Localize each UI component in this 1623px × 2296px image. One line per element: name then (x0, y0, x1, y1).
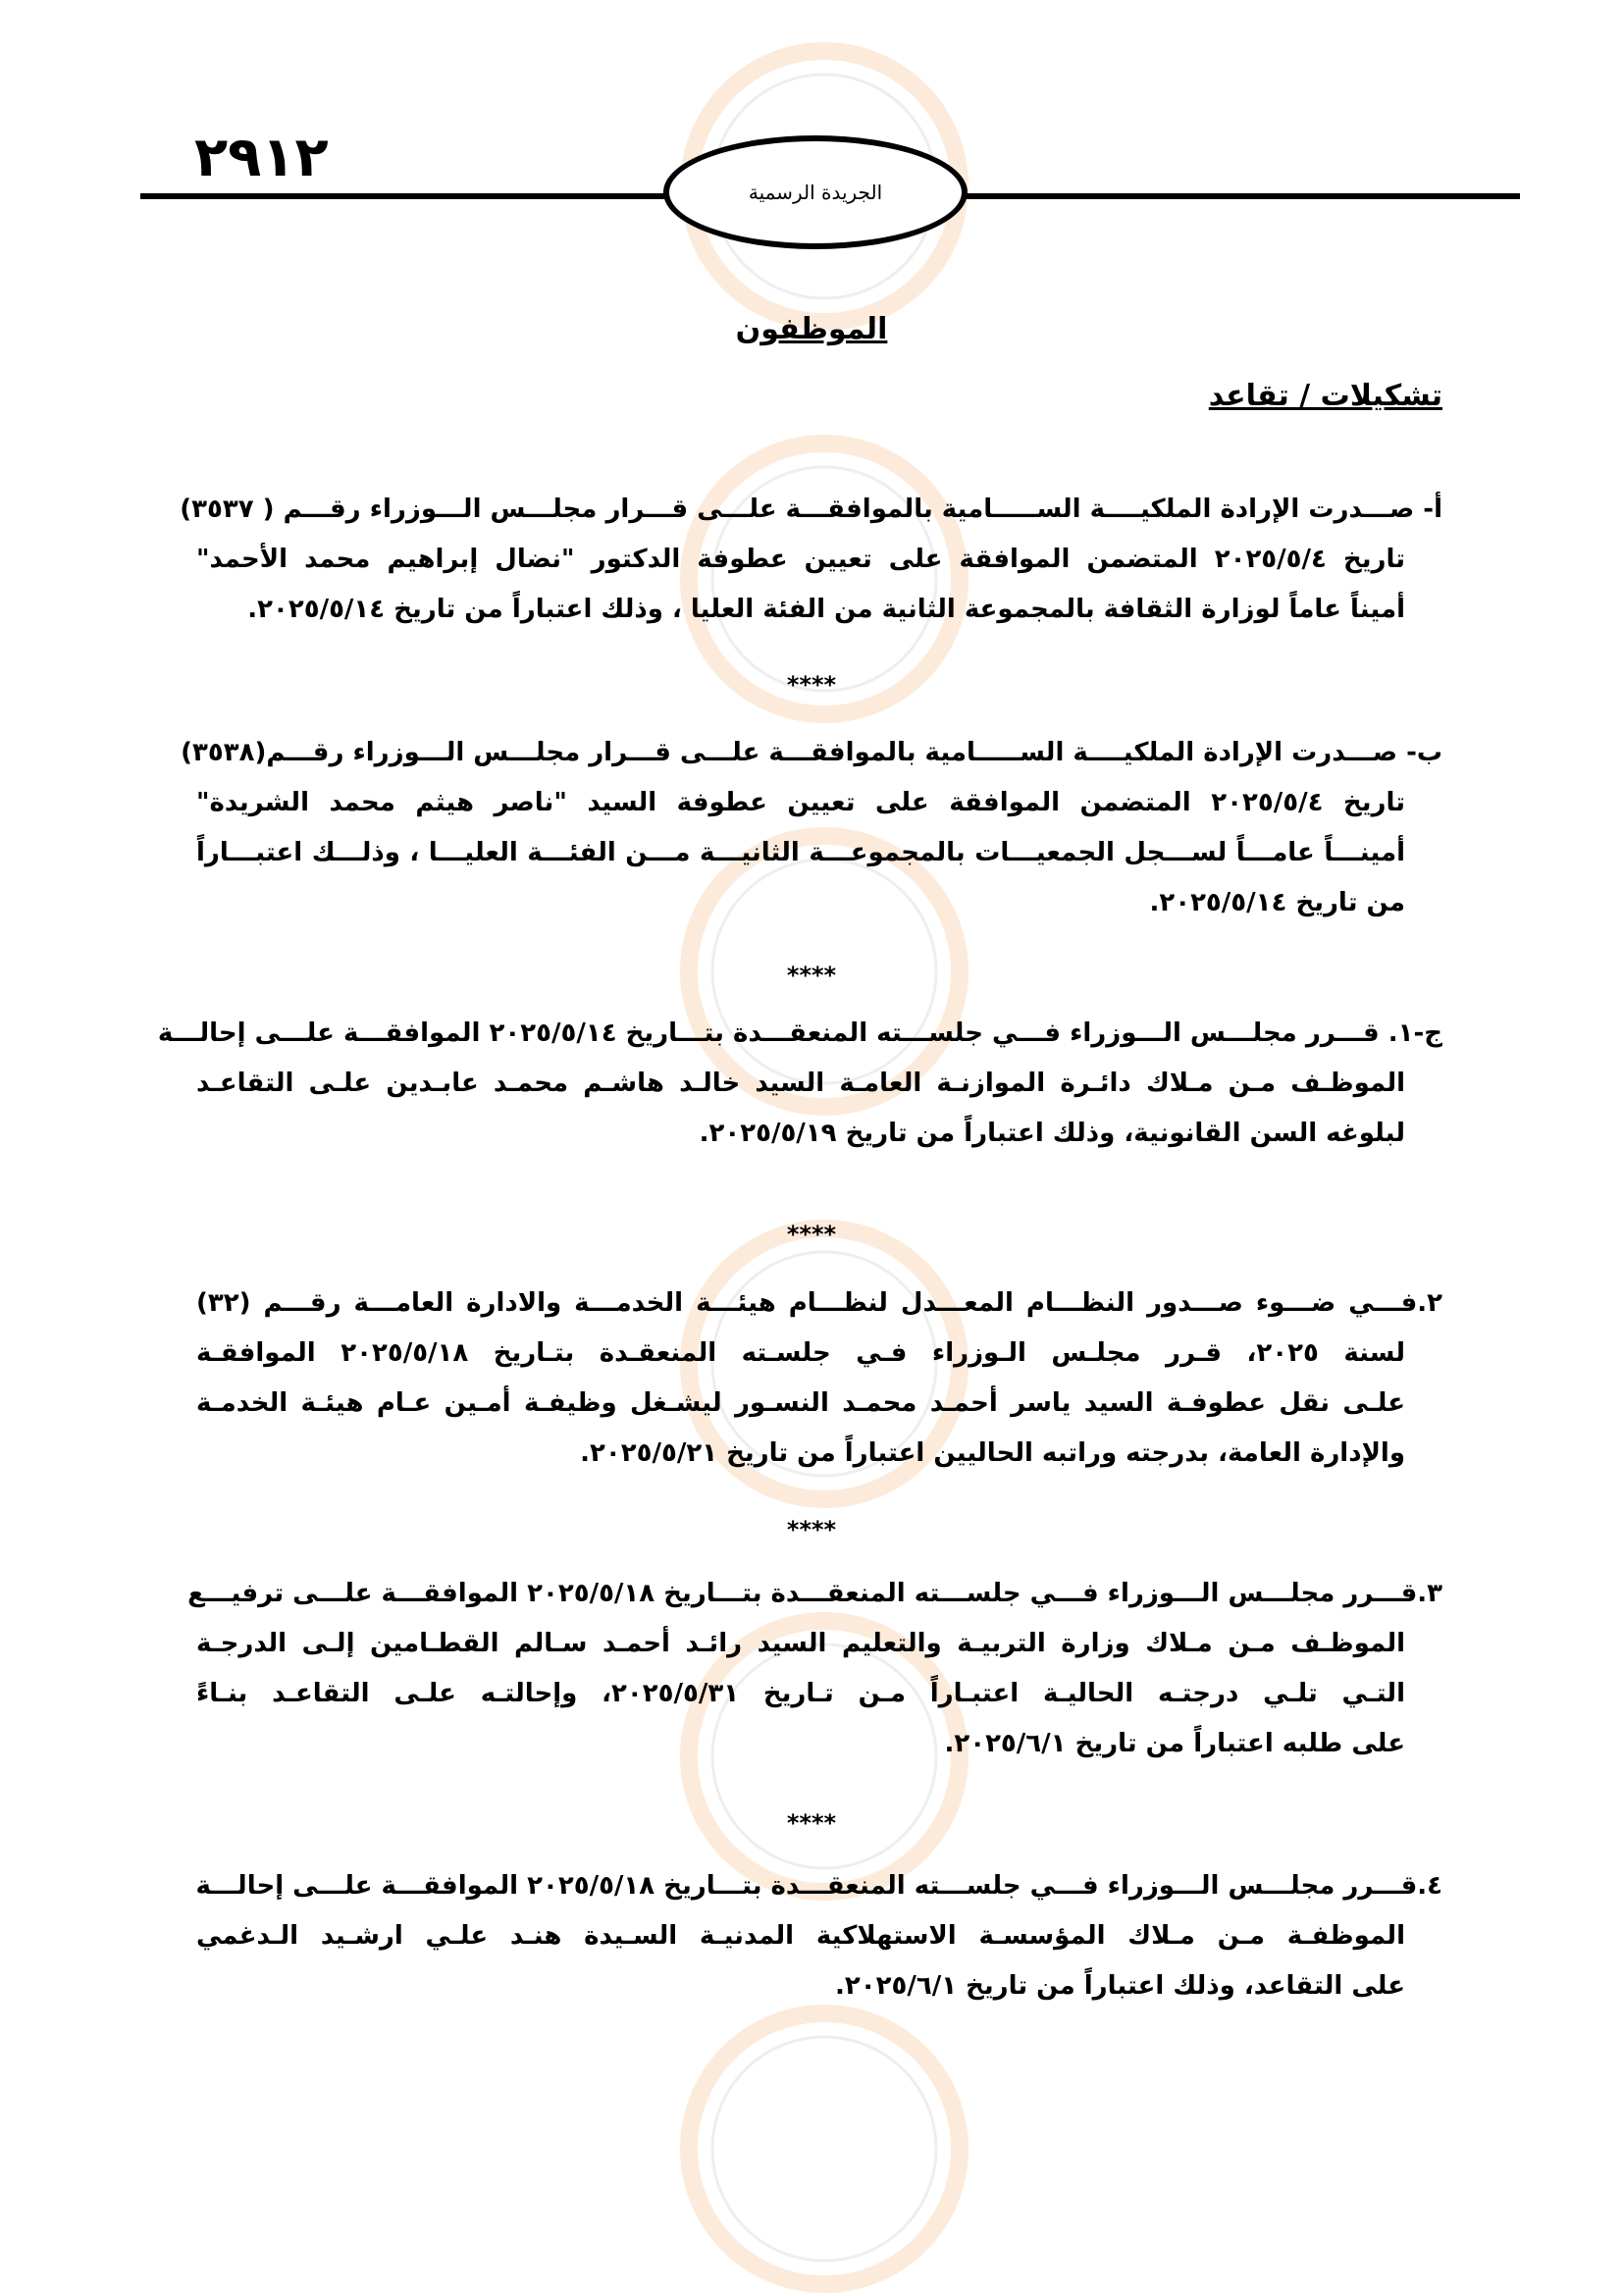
publication-title: الجريدة الرسمية (748, 181, 883, 204)
text-line: التـي تلـي درجتـه الحاليـة اعتبـاراً مـن تـاريخ ٢٠٢٥/٥/٣١، وإحالتـه علـى التقاعـد بنـاءً (196, 1679, 1405, 1708)
section-heading: الموظفون (735, 312, 888, 346)
text-line: من تاريخ ٢٠٢٥/٥/١٤. (1149, 888, 1405, 917)
text-line: تاريخ ٢٠٢٥/٥/٤ المتضمن الموافقة على تعيين عطوفة السيد "ناصر هيثم محمد الشريدة" (196, 788, 1405, 817)
text-line: الموظـف مـن مـلاك وزارة التربيـة والتعليم السيد رائـد أحمـد سـالم القطـامين إلـى الدرجـة (196, 1629, 1405, 1658)
separator: **** (786, 1516, 837, 1543)
paragraph-3 (187, 1569, 1442, 1769)
paragraph-2 (196, 1278, 1442, 1479)
text-line: ب- صـــدرت الإرادة الملكيــــة الســـــامية بالموافقـــة علـــى قـــرار مجلـــس الـــوزراء رقـــم(٣٥٣٨) (181, 738, 1442, 767)
page-number: ٢٩١٢ (194, 126, 329, 189)
text-line: علـى نقل عطوفـة السيد ياسر أحمـد محمـد النسـور ليشـغل وظيفـة أمـين عـام هيئـة الخدمـة (196, 1388, 1405, 1418)
text-line: والإدارة العامة، بدرجته وراتبه الحاليين اعتباراً من تاريخ ٢٠٢٥/٥/٢١. (580, 1438, 1405, 1468)
text-line: لسنة ٢٠٢٥، قـرر مجلـس الـوزراء فـي جلسـته المنعقـدة بتـاريخ ٢٠٢٥/٥/١٨ الموافقـة (196, 1338, 1406, 1368)
separator: **** (786, 1221, 837, 1248)
text-line: ٣.قـــرر مجلـــس الـــوزراء فـــي جلســـته المنعقـــدة بتـــاريخ ٢٠٢٥/٥/١٨ الموافقـــة علـــى ترفيـــع (187, 1579, 1442, 1608)
text-line: على طلبه اعتباراً من تاريخ ٢٠٢٥/٦/١. (944, 1729, 1405, 1758)
separator: **** (786, 1809, 837, 1837)
text-line: تاريخ ٢٠٢٥/٥/٤ المتضمن الموافقة على تعيين عطوفة الدكتور "نضال إبراهيم محمد الأحمد" (196, 545, 1405, 574)
text-line: ٢.فـــي ضـــوء صـــدور النظـــام المعـــدل لنظـــام هيئـــة الخدمـــة والادارة العامـــة رقـــم (٣٢) (196, 1288, 1442, 1318)
separator: **** (786, 962, 837, 989)
text-line: لبلوغه السن القانونية، وذلك اعتباراً من تاريخ ٢٠٢٥/٥/١٩. (699, 1119, 1405, 1148)
text-line: أ- صـــدرت الإرادة الملكيــــة الســـــامية بالموافقـــة علـــى قـــرار مجلـــس الـــوزراء رقـــم ( ٣٥٣٧) (180, 495, 1442, 524)
publication-badge (663, 135, 968, 249)
watermark-clock-icon (677, 2002, 971, 2296)
paragraph-4 (196, 1861, 1442, 2011)
text-line: الموظفـة مـن مـلاك المؤسسـة الاستهلاكية المدنيـة السـيدة هنـد علـي ارشـيد الـدغمي (196, 1921, 1405, 1951)
text-line: ج-١. قـــرر مجلـــس الـــوزراء فـــي جلســـته المنعقـــدة بتـــاريخ ٢٠٢٥/٥/١٤ الموافقـــة علـــى إحالـــة (157, 1018, 1442, 1048)
section-subheading: تشكيلات / تقاعد (1208, 379, 1442, 413)
text-line: أميناً عاماً لوزارة الثقافة بالمجموعة الثانية من الفئة العليا ، وذلك اعتباراً من تاريخ ٢٠٢٥/٥/١٤. (247, 595, 1405, 624)
separator: **** (786, 671, 837, 699)
text-line: على التقاعد، وذلك اعتباراً من تاريخ ٢٠٢٥/٦/١. (834, 1971, 1405, 2001)
text-line: ٤.قـــرر مجلـــس الـــوزراء فـــي جلســـته المنعقـــدة بتـــاريخ ٢٠٢٥/٥/١٨ الموافقـــة علـــى إحالـــة (195, 1871, 1442, 1901)
paragraph-b (181, 728, 1442, 928)
paragraph-c1 (157, 1009, 1442, 1159)
text-line: الموظـف مـن مـلاك دائـرة الموازنـة العامـة السيد خالـد هاشـم محمـد عابـدين علـى التقاعـد (196, 1069, 1405, 1098)
text-line: أمينـــاً عامـــاً لســـجل الجمعيـــات بالمجموعـــة الثانيـــة مـــن الفئـــة العليـــا ، وذلـــك اعتبـــاراً (196, 838, 1405, 867)
paragraph-a (180, 485, 1442, 635)
